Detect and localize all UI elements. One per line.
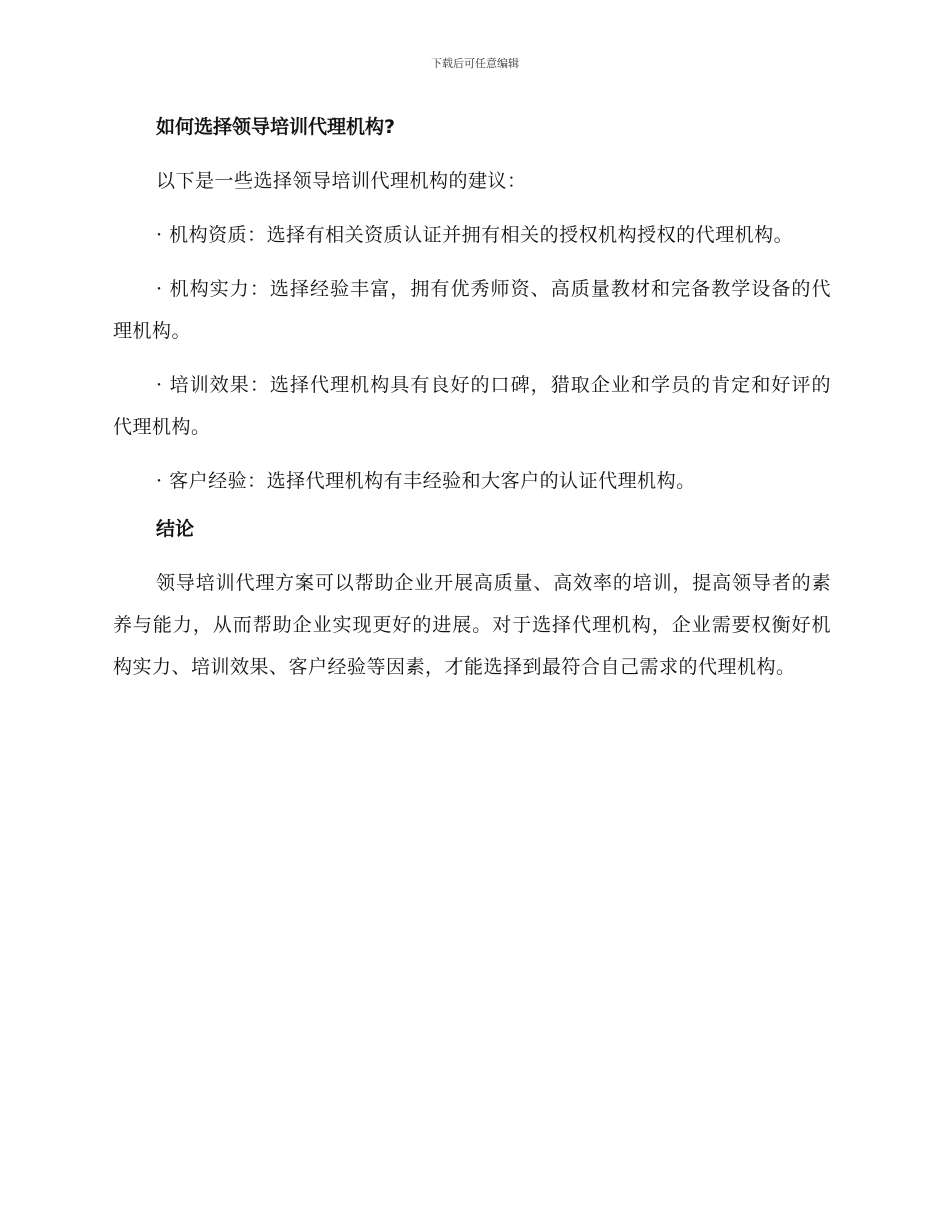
intro-paragraph: 以下是一些选择领导培训代理机构的建议： xyxy=(156,170,527,192)
conclusion-paragraph: 领导培训代理方案可以帮助企业开展高质量、高效率的培训，提高领导者的素养与能力，从而帮助企业实现更好的进展。对于选择代理机构，企业需要权衡好机构实力、培训效果、客户经验等因素，才能选择到最符合自己需求的代理机构。 xyxy=(113,572,831,678)
bullet-qualification: · 机构资质：选择有相关资质认证并拥有相关的授权机构授权的代理机构。 xyxy=(156,224,794,246)
section-heading-how-to-choose: 如何选择领导培训代理机构? xyxy=(156,116,396,138)
section-heading-conclusion: 结论 xyxy=(156,518,195,540)
bullet-customer-experience: · 客户经验：选择代理机构有丰经验和大客户的认证代理机构。 xyxy=(156,470,696,492)
header-note: 下载后可任意编辑 xyxy=(431,57,519,70)
bullet-training-effect: · 培训效果：选择代理机构具有良好的口碑，猎取企业和学员的肯定和好评的代理机构。 xyxy=(113,374,831,438)
bullet-strength: · 机构实力：选择经验丰富，拥有优秀师资、高质量教材和完备教学设备的代理机构。 xyxy=(113,278,831,342)
document-body xyxy=(113,112,831,700)
